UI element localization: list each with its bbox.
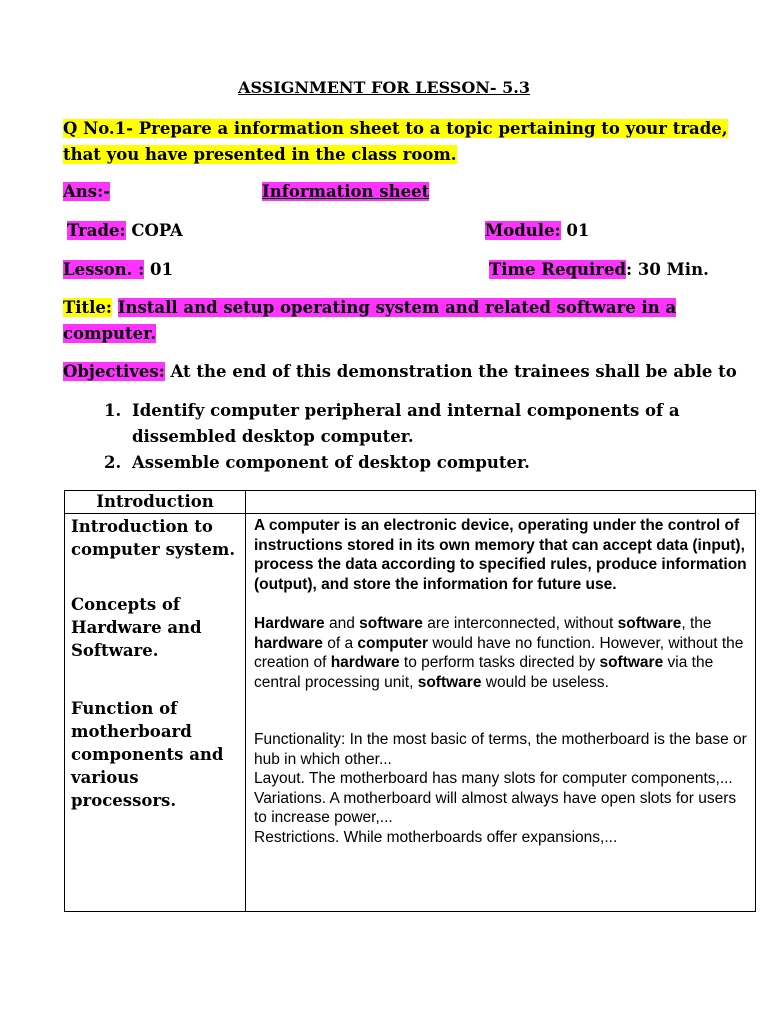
info-table (64, 490, 756, 912)
topic-intro: Introduction to computer system. (71, 517, 236, 559)
topic-concepts: Concepts of Hardware and Software. (71, 595, 202, 660)
list-item: 1. Identify computer peripheral and internal components of a dissembled desktop computer. (104, 401, 680, 446)
info-sheet-label: Information sheet (262, 182, 430, 201)
computer-definition: A computer is an electronic device, operating under the control of instructions stored in its own memory that can accept data (input), process the data according to specified rules, produce information (output), and store the information for future use. (254, 517, 747, 593)
motherboard-variations: Variations. A motherboard will almost always have open slots for users to increase power,... (254, 789, 737, 826)
objectives-row: Objectives: At the end of this demonstration the trainees shall be able to (63, 362, 737, 381)
table-header-empty (246, 491, 756, 514)
topics-cell (65, 514, 246, 912)
content-cell (246, 514, 756, 912)
objectives-list (104, 398, 724, 476)
time-required-row: Time Required: 30 Min. (489, 260, 709, 279)
motherboard-text (246, 728, 755, 849)
question-text: Q No.1- Prepare a information sheet to a topic pertaining to your trade, that you have presented in the class room. (63, 119, 728, 164)
motherboard-layout: Layout. The motherboard has many slots for computer components,... (254, 770, 733, 787)
module-row: Module: 01 (485, 221, 590, 240)
ans-label: Ans:- (63, 182, 111, 201)
title-row: Title: Install and setup operating system and related software in a computer. (63, 298, 677, 343)
hardware-software-text: Hardware and software are interconnected, without software, the hardware of a computer would have no function. However, without the creation of hardware to perform tasks directed by software via the central processing unit, software would be useless. (254, 615, 744, 691)
motherboard-restrictions: Restrictions. While motherboards offer expansions,... (254, 828, 618, 846)
list-item: 2. Assemble component of desktop computer. (104, 453, 530, 472)
motherboard-functionality: Functionality: In the most basic of terms, the motherboard is the base or hub in which other... (254, 731, 747, 768)
lesson-row: Lesson. : 01 (63, 260, 173, 279)
trade-row: Trade: COPA (67, 221, 183, 240)
topic-motherboard: Function of motherboard components and various processors. (71, 699, 224, 810)
table-header-introduction: Introduction (65, 491, 246, 514)
assignment-heading: ASSIGNMENT FOR LESSON- 5.3 (238, 78, 530, 97)
